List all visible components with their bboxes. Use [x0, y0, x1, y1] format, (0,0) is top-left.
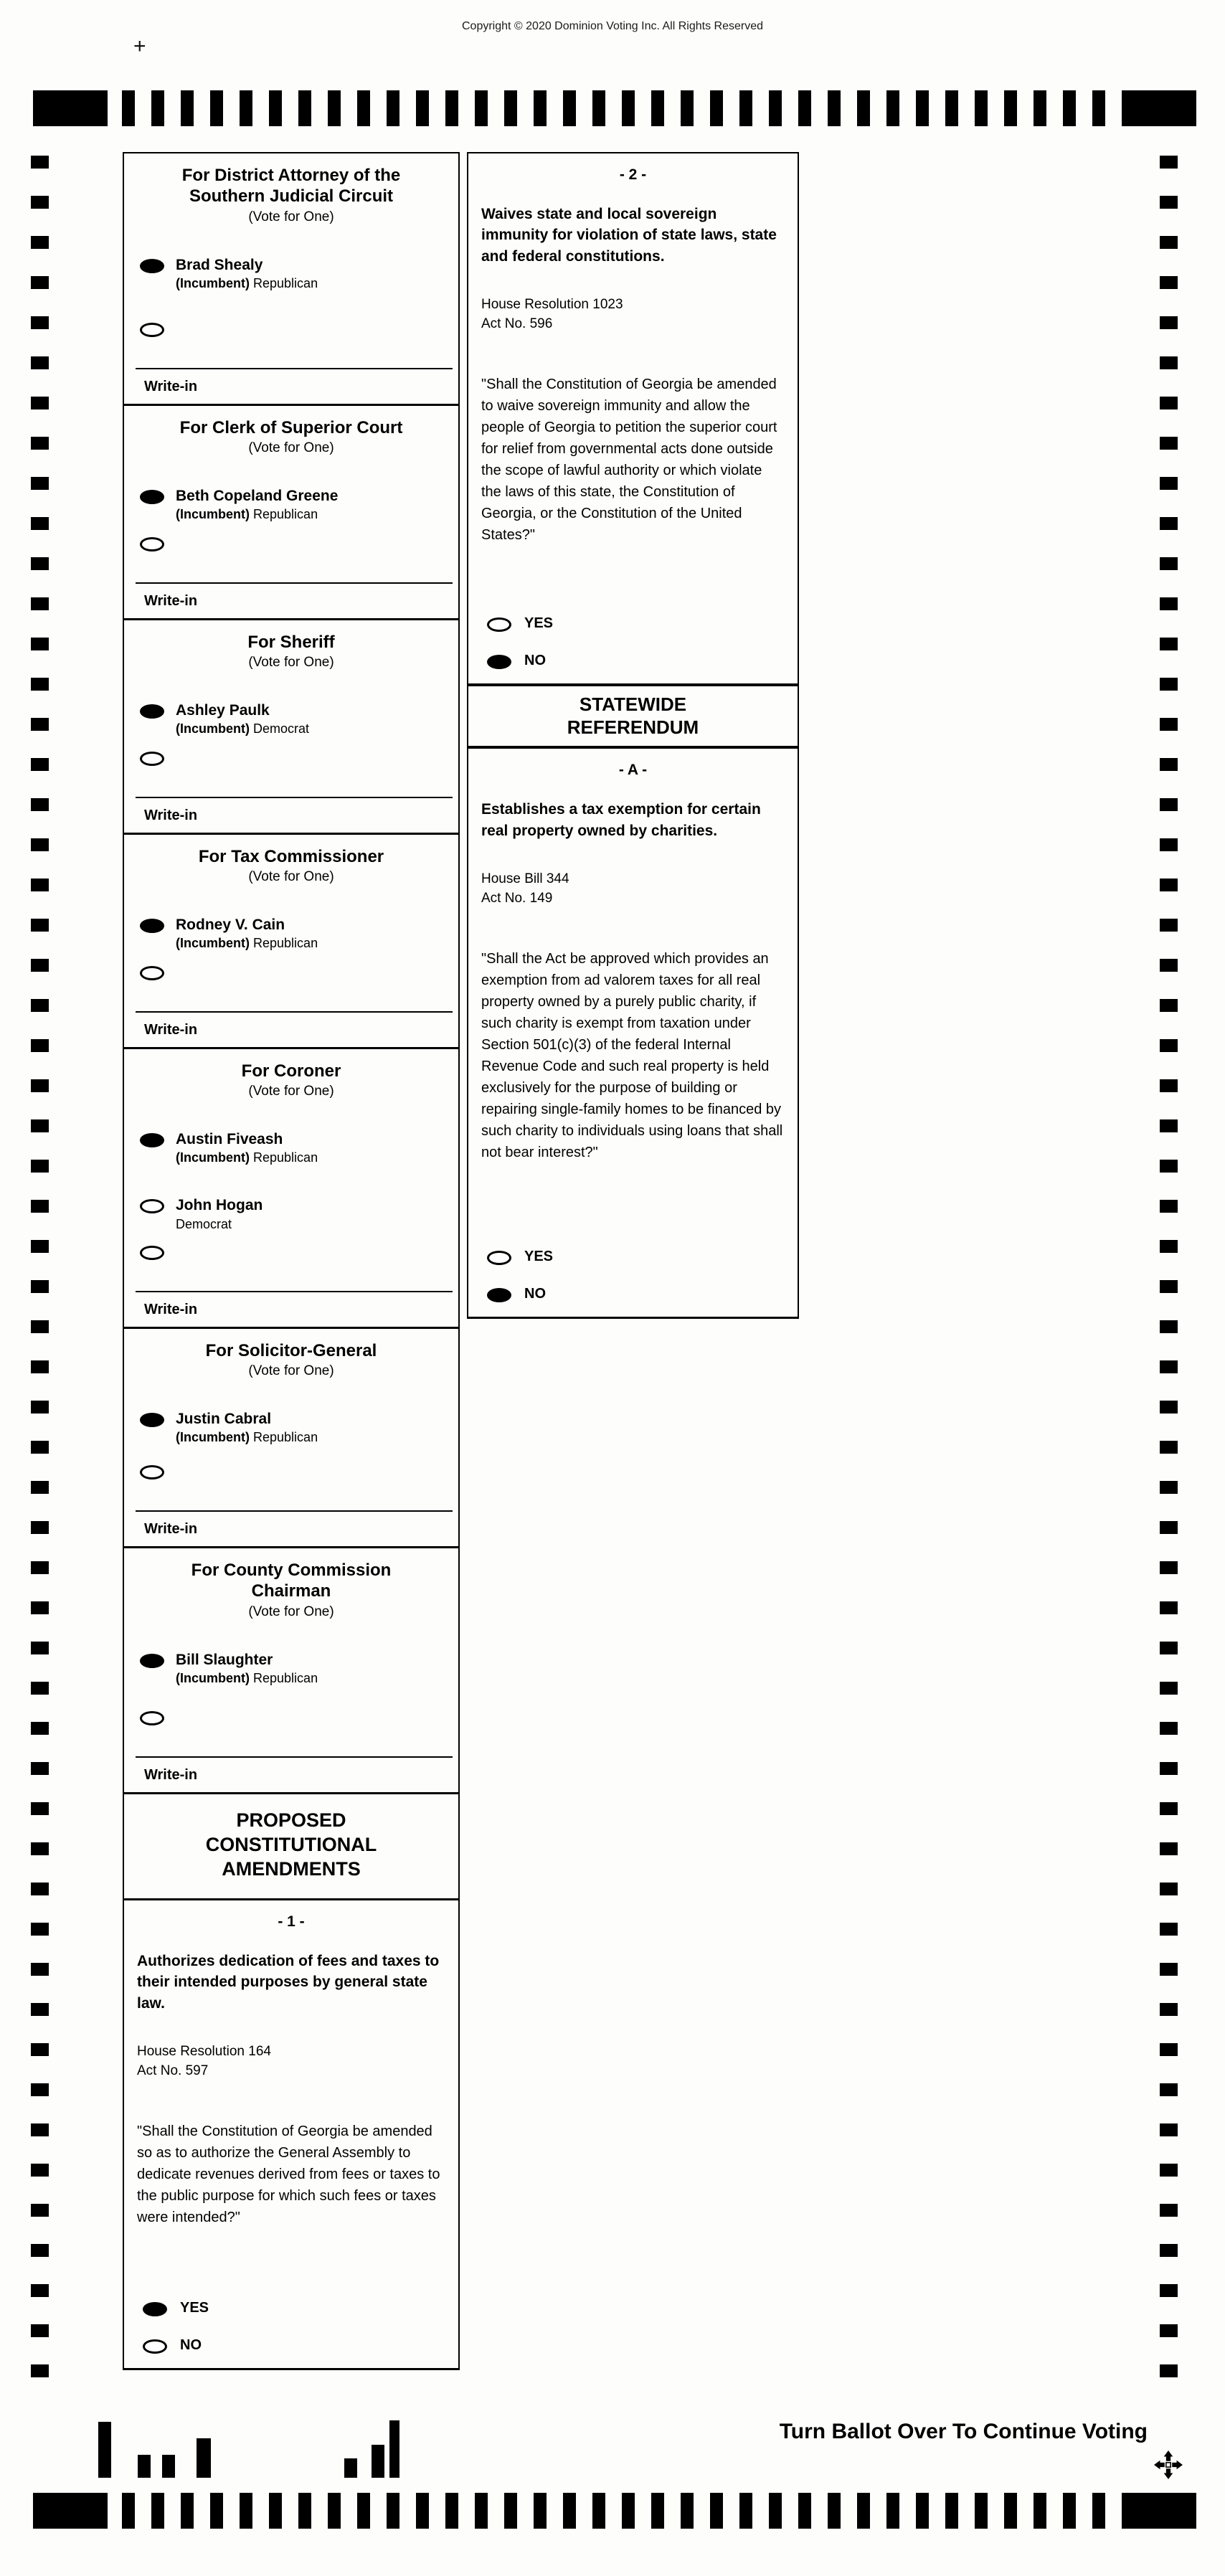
party-label: Republican	[253, 936, 318, 951]
ballot-barcode	[98, 2420, 414, 2478]
vote-for-instruction: (Vote for One)	[248, 440, 334, 456]
authority-line: House Resolution 1023	[481, 297, 623, 313]
measure-summary: Authorizes dedication of fees and taxes to their intended purposes by general state law.	[137, 1953, 440, 2012]
amendments-header-text: PROPOSED CONSTITUTIONAL AMENDMENTS	[205, 1809, 377, 1880]
timing-strip	[122, 2493, 1115, 2529]
vote-for-instruction: (Vote for One)	[248, 209, 334, 224]
ballot-oval[interactable]	[140, 752, 164, 766]
barcode-bar	[389, 2420, 399, 2478]
contest-coroner	[124, 1049, 458, 1329]
candidate-row	[124, 1197, 458, 1231]
ballot-oval[interactable]	[140, 1711, 164, 1725]
vote-for-instruction: (Vote for One)	[248, 655, 334, 671]
measure-authority	[137, 2042, 445, 2080]
writein-label: Write-in	[144, 593, 198, 609]
candidate-info	[176, 1411, 318, 1445]
candidate-party	[176, 507, 338, 522]
timing-block	[33, 2493, 108, 2529]
incumbent-label: (Incumbent)	[176, 1150, 250, 1165]
writein-oval-row	[140, 1244, 164, 1264]
ballot-oval[interactable]	[140, 919, 164, 933]
writein-line[interactable]	[136, 368, 453, 369]
incumbent-label: (Incumbent)	[176, 1670, 250, 1685]
yes-label: YES	[524, 1249, 554, 1265]
writein-label: Write-in	[144, 1302, 198, 1317]
vote-for-instruction: (Vote for One)	[248, 1084, 334, 1099]
ballot-oval[interactable]	[140, 1654, 164, 1668]
party-label: Republican	[253, 1150, 318, 1165]
candidate-name: Ashley Paulk	[176, 702, 270, 719]
measure-amendment-1	[124, 1900, 458, 2370]
writein-line[interactable]	[136, 797, 453, 798]
barcode-bar	[344, 2458, 357, 2478]
ballot-oval[interactable]	[140, 1133, 164, 1147]
contest-title: For Clerk of Superior Court	[179, 418, 403, 437]
party-label: Democrat	[176, 1216, 232, 1231]
candidate-name: Bill Slaughter	[176, 1651, 273, 1668]
timing-marks-bottom	[0, 2493, 1225, 2529]
measure-question: "Shall the Act be approved which provides an exemption from ad valorem taxes for all real property owned by a purely public charity, if such charity is exempt from taxation under Section 501(c)(3) of the federal Internal Revenue Code and such real property is held exclusively for the purpose of building or repairing single-family homes to be financed by such charity to individuals using loans that shall not bear interest?"	[481, 951, 783, 1161]
candidate-row	[124, 1411, 458, 1445]
vote-for-instruction: (Vote for One)	[248, 869, 334, 885]
candidate-row	[124, 488, 458, 522]
candidate-row	[124, 702, 458, 737]
contest-clerk-superior-court	[124, 406, 458, 620]
ballot-oval[interactable]	[487, 1251, 511, 1265]
barcode-bar	[98, 2422, 111, 2478]
timing-strip	[122, 90, 1115, 126]
candidate-party	[176, 1217, 262, 1232]
incumbent-label: (Incumbent)	[176, 1430, 250, 1445]
ballot-oval[interactable]	[140, 1413, 164, 1427]
measure-number: - A -	[618, 762, 648, 779]
measure-authority	[481, 295, 785, 333]
writein-oval-row	[140, 1463, 164, 1483]
contest-county-commission-chairman	[124, 1548, 458, 1794]
choice-no-row	[487, 1286, 546, 1302]
candidate-info	[176, 1652, 318, 1686]
writein-line[interactable]	[136, 1510, 453, 1512]
timing-block	[1122, 90, 1196, 126]
incumbent-label: (Incumbent)	[176, 721, 250, 737]
writein-label: Write-in	[144, 1767, 198, 1783]
contest-district-attorney	[124, 153, 458, 406]
writein-oval-row	[140, 1709, 164, 1729]
barcode-bar	[138, 2455, 151, 2478]
ballot-oval[interactable]	[140, 1246, 164, 1260]
contest-title: For Tax Commissioner	[198, 847, 384, 866]
writein-oval-row	[140, 321, 164, 341]
referendum-header-text: STATEWIDE REFERENDUM	[567, 693, 699, 738]
writein-oval-row	[140, 964, 164, 984]
candidate-info	[176, 488, 338, 522]
candidate-row	[124, 1652, 458, 1686]
candidate-info	[176, 257, 318, 291]
measure-question: "Shall the Constitution of Georgia be amended to waive sovereign immunity and allow the people of Georgia to petition the superior court for relief from governmental acts done outside the scope of lawful authority or which violate the laws of this state, the Constitution of Georgia, or the Constitution of the United States?"	[481, 377, 777, 544]
ballot-oval[interactable]	[143, 2339, 167, 2354]
section-header-referendum	[468, 683, 798, 749]
turn-ballot-over-instruction: Turn Ballot Over To Continue Voting	[779, 2420, 1148, 2443]
candidate-party	[176, 936, 318, 951]
measure-number: - 1 -	[278, 1913, 305, 1930]
writein-oval-row	[140, 535, 164, 555]
incumbent-label: (Incumbent)	[176, 275, 250, 290]
choice-yes-row	[143, 2300, 209, 2316]
yes-label: YES	[524, 615, 554, 631]
contest-title: For Sheriff	[247, 633, 335, 652]
ballot-oval[interactable]	[140, 1199, 164, 1213]
candidate-row	[124, 1131, 458, 1165]
writein-line[interactable]	[136, 1756, 453, 1758]
vote-for-instruction: (Vote for One)	[248, 1363, 334, 1379]
party-label: Republican	[253, 1430, 318, 1445]
ballot-column-left	[123, 152, 460, 2370]
measure-authority	[481, 870, 785, 908]
ballot-oval[interactable]	[143, 2302, 167, 2316]
ballot-oval[interactable]	[140, 537, 164, 551]
timing-marks-right	[1160, 156, 1178, 2390]
ballot-column-right	[467, 152, 799, 1319]
measure-referendum-a	[468, 749, 798, 1319]
contest-tax-commissioner	[124, 835, 458, 1049]
contest-title: For Coroner	[241, 1061, 341, 1081]
incumbent-label: (Incumbent)	[176, 507, 250, 522]
candidate-row	[124, 257, 458, 291]
measure-summary: Establishes a tax exemption for certain real property owned by charities.	[481, 801, 761, 839]
candidate-name: Beth Copeland Greene	[176, 488, 339, 505]
authority-line: House Bill 344	[481, 871, 569, 887]
incumbent-label: (Incumbent)	[176, 936, 250, 951]
ballot-oval[interactable]	[140, 323, 164, 337]
timing-block	[1122, 2493, 1196, 2529]
candidate-row	[124, 917, 458, 951]
barcode-bar	[162, 2455, 175, 2478]
ballot-oval[interactable]	[487, 1288, 511, 1302]
measure-number: - 2 -	[619, 166, 647, 183]
contest-solicitor-general	[124, 1329, 458, 1548]
timing-marks-left	[31, 156, 49, 2390]
no-label: NO	[524, 653, 546, 668]
copyright-notice: Copyright © 2020 Dominion Voting Inc. All Rights Reserved	[461, 20, 763, 32]
no-label: NO	[180, 2337, 202, 2353]
no-label: NO	[524, 1286, 546, 1302]
contest-title: For County Commission Chairman	[191, 1561, 392, 1601]
measure-amendment-2	[468, 153, 798, 686]
party-label: Republican	[253, 1670, 318, 1685]
act-line: Act No. 596	[481, 316, 553, 331]
writein-line[interactable]	[136, 1291, 453, 1292]
ballot-oval[interactable]	[140, 704, 164, 719]
barcode-bar	[372, 2445, 384, 2478]
yes-label: YES	[180, 2300, 209, 2316]
candidate-party	[176, 1430, 318, 1445]
registration-plus-mark: +	[133, 34, 146, 58]
registration-cross-icon	[1153, 2450, 1183, 2480]
writein-label: Write-in	[144, 379, 198, 394]
timing-marks-top	[0, 90, 1225, 126]
ballot-oval[interactable]	[487, 617, 511, 632]
choice-no-row	[143, 2337, 202, 2354]
candidate-info	[176, 917, 318, 951]
writein-line[interactable]	[136, 1011, 453, 1013]
candidate-name: Austin Fiveash	[176, 1131, 283, 1148]
party-label: Republican	[253, 507, 318, 522]
candidate-party	[176, 276, 318, 291]
candidate-party	[176, 721, 309, 737]
choice-yes-row	[487, 615, 553, 632]
writein-oval-row	[140, 749, 164, 770]
writein-line[interactable]	[136, 582, 453, 584]
contest-title: For District Attorney of the Southern Judicial Circuit	[181, 166, 401, 207]
ballot-oval[interactable]	[140, 1465, 164, 1479]
timing-block	[33, 90, 108, 126]
vote-for-instruction: (Vote for One)	[248, 1604, 334, 1619]
choice-no-row	[487, 653, 546, 669]
contest-sheriff	[124, 620, 458, 835]
act-line: Act No. 597	[137, 2063, 209, 2078]
ballot-oval[interactable]	[140, 966, 164, 980]
candidate-name: Justin Cabral	[176, 1411, 272, 1428]
party-label: Republican	[253, 275, 318, 290]
section-header-amendments	[124, 1794, 458, 1900]
authority-line: House Resolution 164	[137, 2044, 271, 2060]
contest-title: For Solicitor-General	[205, 1341, 377, 1360]
candidate-name: Brad Shealy	[176, 256, 263, 273]
candidate-info	[176, 1131, 318, 1165]
candidate-info	[176, 1197, 262, 1231]
measure-question: "Shall the Constitution of Georgia be amended so as to authorize the General Assembly to dedicate revenues derived from fees or taxes to the public purpose for which such fees or taxes were intended?"	[137, 2123, 440, 2226]
ballot-oval[interactable]	[487, 655, 511, 669]
party-label: Democrat	[253, 721, 310, 737]
candidate-party	[176, 1150, 318, 1165]
candidate-info	[176, 702, 309, 737]
ballot-oval[interactable]	[140, 259, 164, 273]
candidate-party	[176, 1671, 318, 1686]
writein-label: Write-in	[144, 808, 198, 823]
measure-summary: Waives state and local sovereign immunity for violation of state laws, state and federal constitutions.	[481, 206, 777, 265]
ballot-oval[interactable]	[140, 490, 164, 504]
choice-yes-row	[487, 1249, 553, 1265]
act-line: Act No. 149	[481, 890, 553, 906]
writein-label: Write-in	[144, 1022, 198, 1038]
candidate-name: John Hogan	[176, 1197, 263, 1214]
writein-label: Write-in	[144, 1521, 198, 1537]
barcode-bar	[197, 2438, 211, 2478]
candidate-name: Rodney V. Cain	[176, 917, 285, 934]
